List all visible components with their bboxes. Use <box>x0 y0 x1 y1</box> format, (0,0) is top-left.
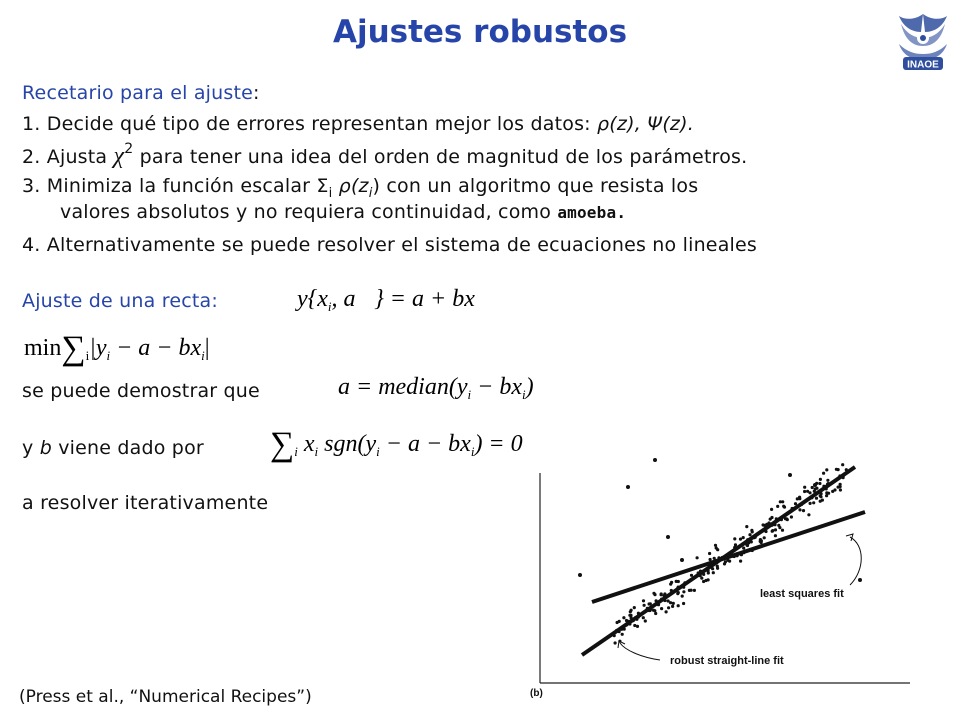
scatter-point <box>790 515 793 518</box>
robust-label: robust straight-line fit <box>670 655 784 667</box>
step-4: 4. Alternativamente se puede resolver el sistema de ecuaciones no lineales <box>22 234 758 256</box>
scatter-point <box>665 610 668 613</box>
scatter-point <box>819 500 822 503</box>
least-squares-arrowhead <box>846 534 853 541</box>
chi-symbol: χ <box>113 143 125 169</box>
recipe-heading: Recetario para el ajuste: <box>22 82 260 104</box>
robust-arrow <box>620 643 660 660</box>
scatter-point <box>839 488 842 491</box>
scatter-point <box>653 609 656 612</box>
scatter-point <box>783 506 786 509</box>
scatter-point <box>825 468 828 471</box>
scatter-point <box>770 508 773 511</box>
scatter-point <box>682 590 685 593</box>
step-1: 1. Decide qué tipo de errores representan mejor los datos: ρ(z), Ψ(z). <box>22 113 694 135</box>
scatter-point <box>628 614 631 617</box>
scatter-point <box>788 473 792 477</box>
scatter-point <box>779 500 782 503</box>
iterative-text: a resolver iterativamente <box>22 492 269 514</box>
least-squares-label: least squares fit <box>760 588 844 600</box>
scatter-point <box>739 538 742 541</box>
scatter-point <box>644 619 647 622</box>
scatter-point <box>666 535 670 539</box>
scatter-point <box>667 599 670 602</box>
step-3-continued: valores absolutos y no requiera continuidad, como amoeba. <box>60 201 627 223</box>
scatter-point <box>774 528 777 531</box>
slide-title: Ajustes robustos <box>332 14 628 50</box>
scatter-point <box>815 497 818 500</box>
scatter-point <box>578 573 582 577</box>
scatter-point <box>742 536 745 539</box>
scatter-point <box>707 571 710 574</box>
scatter-point <box>825 494 828 497</box>
scatter-point <box>781 529 784 532</box>
scatter-point <box>822 472 825 475</box>
min-equation: $\min\sum_i|y_i - a - bx_i|$ <box>24 330 210 367</box>
scatter-point <box>745 525 748 528</box>
scatter-points <box>578 458 862 645</box>
scatter-point <box>653 458 657 462</box>
robust-fit-figure <box>520 445 920 707</box>
scatter-point <box>818 482 821 485</box>
scatter-point <box>798 508 801 511</box>
demo-text: se puede demostrar que <box>22 380 260 402</box>
scatter-point <box>671 605 674 608</box>
scatter-point <box>642 616 645 619</box>
scatter-point <box>774 534 777 537</box>
scatter-point <box>614 641 617 644</box>
scatter-point <box>771 530 774 533</box>
scatter-point <box>681 595 684 598</box>
scatter-point <box>835 468 838 471</box>
scatter-point <box>748 533 751 536</box>
scatter-point <box>751 530 754 533</box>
scatter-point <box>636 625 639 628</box>
scatter-point <box>716 567 719 570</box>
line-fit-heading: Ajuste de una recta: <box>22 290 218 312</box>
scatter-point <box>618 620 621 623</box>
scatter-point <box>652 592 655 595</box>
sgn-equation: $\sum_i$ $x_i$ $sgn(y_i - a - bx_i) = 0$ <box>270 426 523 463</box>
scatter-point <box>622 616 625 619</box>
scatter-point <box>677 604 680 607</box>
scatter-point <box>762 523 765 526</box>
inaoe-logo <box>893 10 953 72</box>
scatter-point <box>763 536 766 539</box>
scatter-point <box>630 609 633 612</box>
scatter-point <box>819 478 822 481</box>
scatter-point <box>831 490 834 493</box>
scatter-point <box>654 612 657 615</box>
scatter-point <box>621 633 624 636</box>
scatter-point <box>714 544 717 547</box>
median-equation: $a = median(y_i - bx_i)$ <box>338 374 534 402</box>
scatter-point <box>777 524 780 527</box>
scatter-point <box>815 487 818 490</box>
scatter-point <box>809 502 812 505</box>
scatter-point <box>742 547 745 550</box>
scatter-point <box>733 537 736 540</box>
scatter-point <box>660 607 663 610</box>
panel-label: (b) <box>530 688 543 699</box>
scatter-point <box>672 602 675 605</box>
scatter-point <box>669 583 672 586</box>
scatter-point <box>811 486 814 489</box>
scatter-point <box>803 490 806 493</box>
scatter-point <box>839 483 842 486</box>
step-3: 3. Minimiza la función escalar $\Sigma_i$ $\rho(z_i)$ con un algoritmo que resista los <box>22 175 699 201</box>
scatter-point <box>776 505 779 508</box>
scatter-point <box>675 580 678 583</box>
scatter-point <box>643 604 646 607</box>
scatter-point <box>812 501 815 504</box>
scatter-point <box>807 513 810 516</box>
scatter-point <box>723 562 726 565</box>
scatter-point <box>803 486 806 489</box>
scatter-point <box>813 483 817 487</box>
model-equation: $y\{x_i$, a⃗} = a + bx <box>297 286 475 314</box>
step-2: 2. Ajusta $\chi^2$ para tener una idea del orden de magnitud de los parámetros. <box>22 141 748 169</box>
scatter-point <box>806 490 809 493</box>
scatter-point <box>739 560 742 563</box>
scatter-point <box>626 485 630 489</box>
scatter-point <box>704 579 707 582</box>
scatter-point <box>688 589 691 592</box>
scatter-point <box>802 509 805 512</box>
scatter-point <box>648 602 651 605</box>
least-squares-arrow <box>850 537 861 585</box>
scatter-point <box>708 552 711 555</box>
scatter-point <box>633 606 636 609</box>
amoeba-code: amoeba <box>557 203 617 222</box>
scatter-point <box>841 463 844 466</box>
scatter-point <box>682 602 685 605</box>
scatter-point <box>712 571 715 574</box>
scatter-point <box>696 556 699 559</box>
scatter-point <box>734 543 737 546</box>
citation: (Press et al., “Numerical Recipes”) <box>19 687 312 707</box>
scatter-point <box>680 558 684 562</box>
scatter-point <box>667 606 670 609</box>
scatter-point <box>715 546 718 549</box>
scatter-point <box>693 589 696 592</box>
logo-text: INAOE <box>907 59 939 71</box>
scatter-point <box>826 479 829 482</box>
scatter-point <box>858 578 862 582</box>
scatter-point <box>825 491 828 494</box>
scatter-point <box>759 540 762 543</box>
b-text: y b viene dado por <box>22 437 204 459</box>
scatter-point <box>770 516 773 519</box>
scatter-point <box>660 592 663 595</box>
scatter-point <box>796 497 799 500</box>
scatter-point <box>642 599 645 602</box>
